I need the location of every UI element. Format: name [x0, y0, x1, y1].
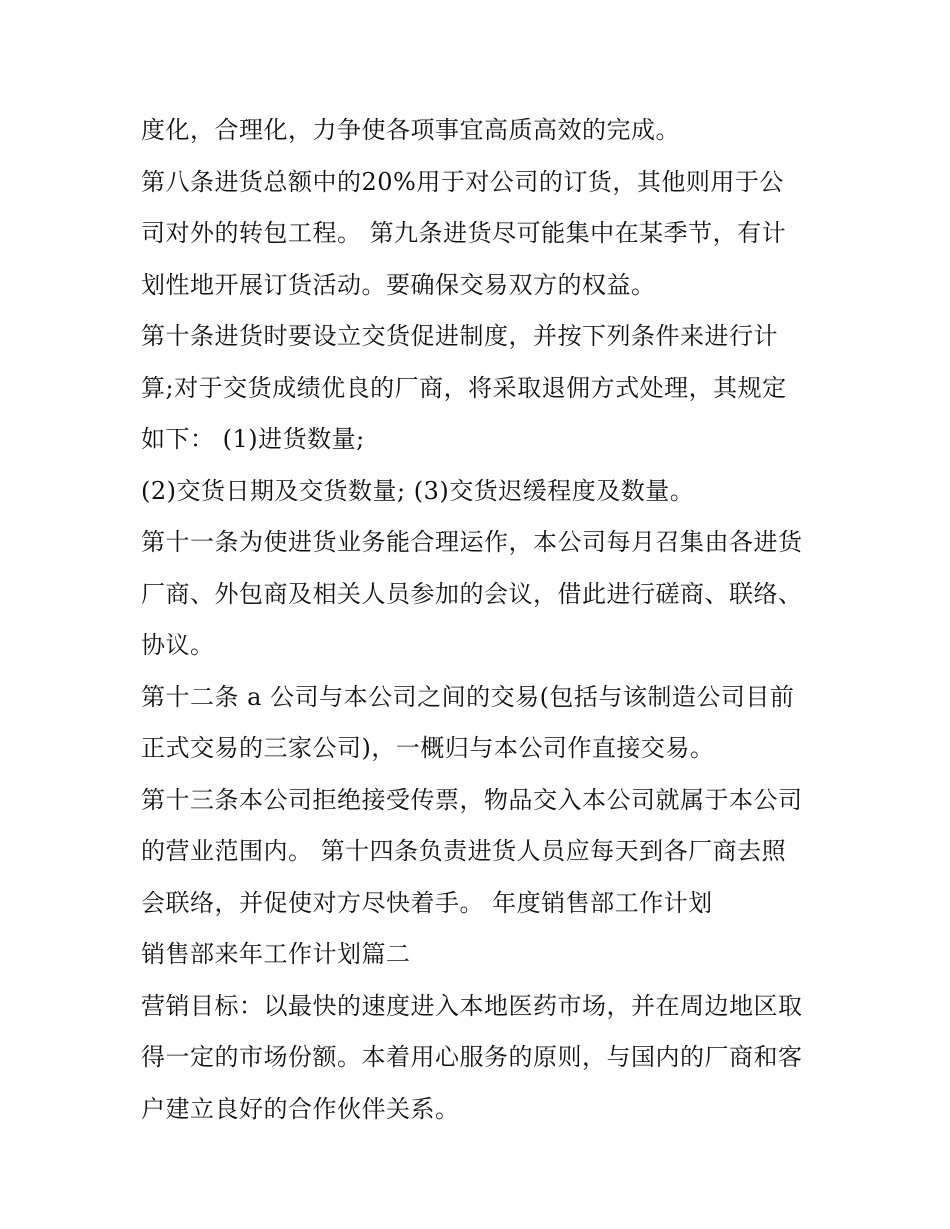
text-line: 营销目标：以最快的速度进入本地医药市场，并在周边地区取 [141, 991, 803, 1020]
text-line: (2)交货日期及交货数量; (3)交货迟缓程度及数量。 [141, 476, 695, 505]
text-line: 第十二条 a 公司与本公司之间的交易(包括与该制造公司目前 [141, 682, 795, 711]
text-line: 如下： (1)进货数量; [141, 425, 365, 453]
text-line: 第十三条本公司拒绝接受传票，物品交入本公司就属于本公司 [141, 785, 803, 814]
text-line: 度化，合理化，力争使各项事宜高质高效的完成。 [141, 116, 680, 144]
text-line: 司对外的转包工程。 第九条进货尽可能集中在某季节，有计 [141, 219, 787, 247]
text-line: 算;对于交货成绩优良的厂商，将采取退佣方式处理，其规定 [141, 373, 787, 402]
text-line: 划性地开展订货活动。要确保交易双方的权益。 [141, 270, 656, 299]
text-line: 得一定的市场份额。本着用心服务的原则，与国内的厂商和客 [141, 1043, 803, 1071]
text-line: 户建立良好的合作伙伴关系。 [141, 1094, 460, 1123]
text-line: 第十条进货时要设立交货促进制度，并按下列条件来进行计 [141, 322, 778, 350]
text-line: 正式交易的三家公司)，一概归与本公司作直接交易。 [141, 734, 715, 762]
section-heading: 销售部来年工作计划篇二 [141, 940, 411, 968]
text-line: 厂商、外包商及相关人员参加的会议，借此进行磋商、联络、 [141, 579, 803, 608]
text-line: 第八条进货总额中的20%用于对公司的订货，其他则用于公 [141, 167, 784, 196]
text-line: 协议。 [141, 631, 215, 659]
text-line: 会联络，并促使对方尽快着手。 年度销售部工作计划 [141, 888, 713, 917]
text-line: 第十一条为使进货业务能合理运作，本公司每月召集由各进货 [141, 528, 803, 556]
document-body [141, 108, 831, 1138]
text-line: 的营业范围内。 第十四条负责进货人员应每天到各厂商去照 [141, 837, 787, 865]
